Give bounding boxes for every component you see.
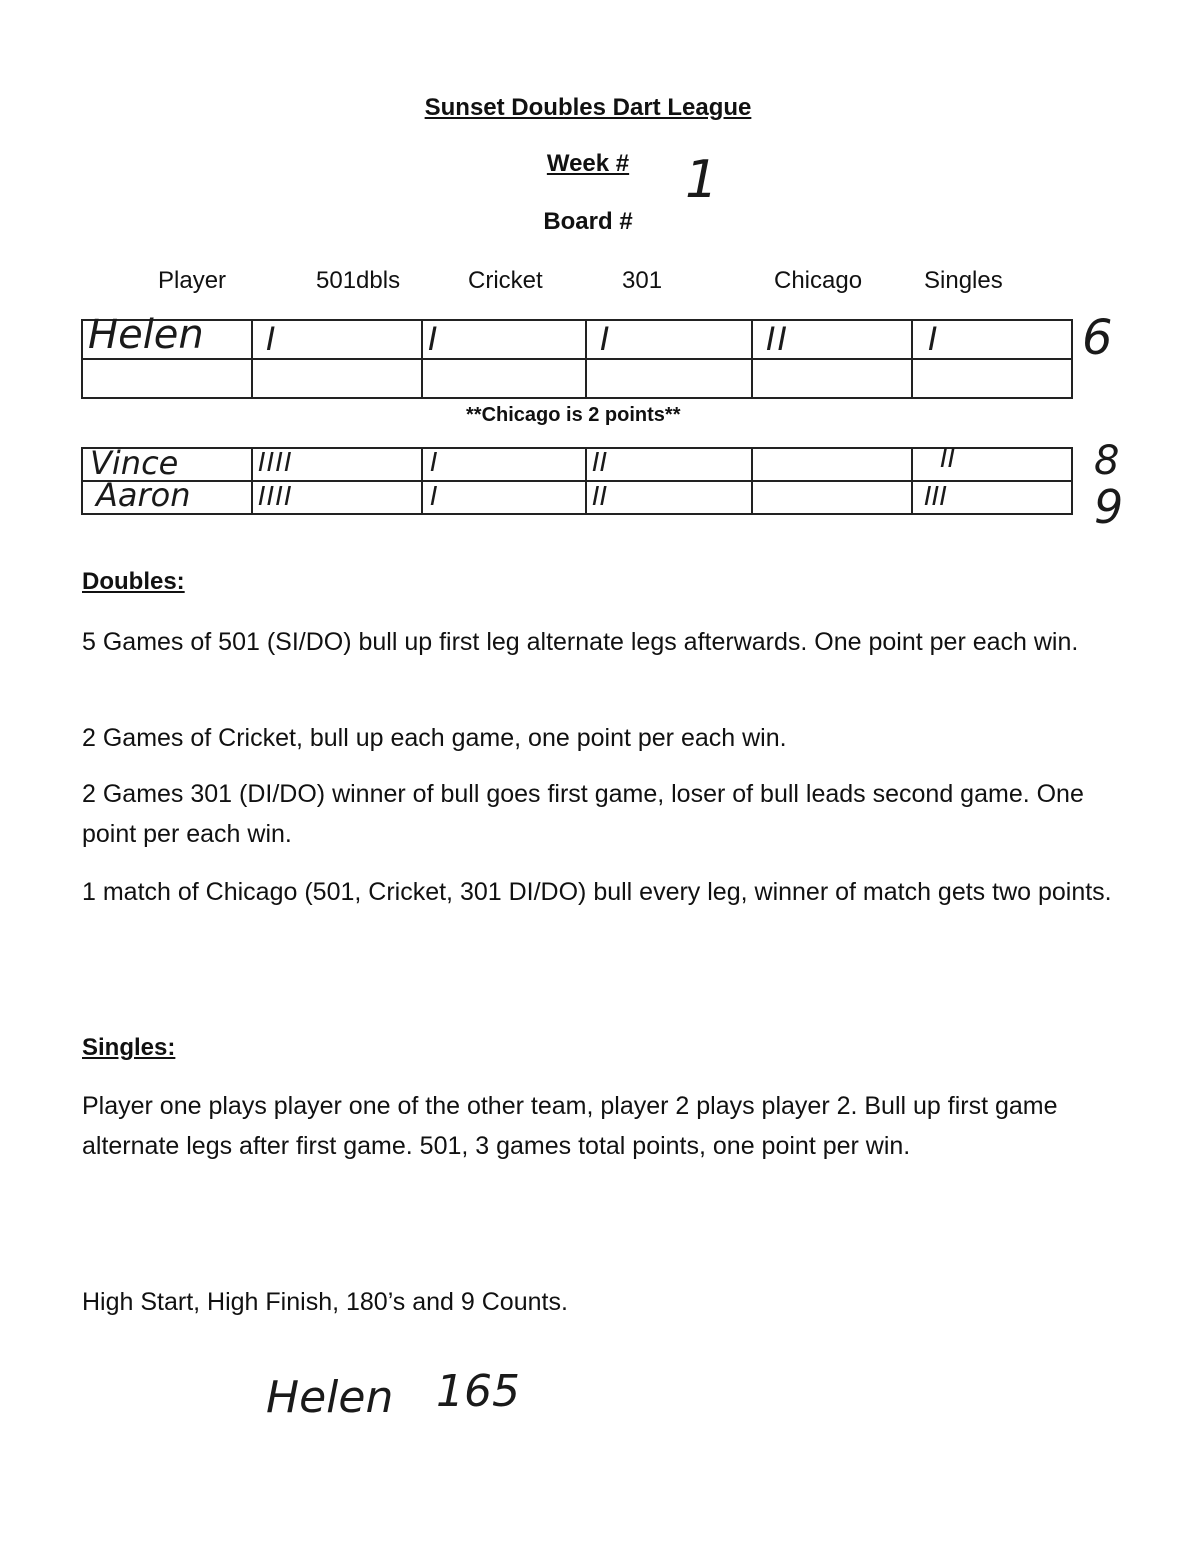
doubles-rule-cricket: 2 Games of Cricket, bull up each game, one point per each win. <box>82 724 787 752</box>
column-header-chicago: Chicago <box>774 267 863 294</box>
singles-rule: Player one plays player one of the other team, player 2 plays player 2. Bull up first game alternate legs after first game. 501, 3 games total points, one point per win. <box>82 1092 1058 1160</box>
doubles-heading: Doubles: <box>82 568 185 595</box>
board-label: Board # <box>543 208 633 235</box>
singles-heading: Singles: <box>82 1034 176 1061</box>
team1-mark-singles: I <box>928 320 940 358</box>
week-label: Week # <box>546 150 630 177</box>
league-title: Sunset Doubles Dart League <box>424 94 752 121</box>
team1-mark-501dbls: I <box>266 320 278 358</box>
team2-row1-mark-singles: II <box>940 444 956 474</box>
team1-mark-301: I <box>600 320 612 358</box>
column-header-301: 301 <box>622 267 663 294</box>
team2-row2-mark-cricket: I <box>430 482 438 512</box>
handwritten-name: Helen <box>266 1372 394 1423</box>
chicago-points-note: **Chicago is 2 points** <box>466 404 681 426</box>
handwritten-score: 165 <box>436 1366 520 1417</box>
team2-total-2: 9 <box>1094 480 1124 534</box>
team1-mark-chicago: II <box>766 320 789 358</box>
column-header-player: Player <box>158 267 227 294</box>
team2-player-1-name: Vince <box>90 444 179 482</box>
column-header-singles: Singles <box>924 267 1003 294</box>
team2-total-1: 8 <box>1094 438 1120 484</box>
team1-total: 6 <box>1082 310 1113 366</box>
team2-player-2-name: Aaron <box>96 476 191 514</box>
team2-row2-mark-301: II <box>592 482 608 512</box>
doubles-rule-501: 5 Games of 501 (SI/DO) bull up first leg alternate legs afterwards. One point per each win. <box>82 628 1079 656</box>
team2-row1-mark-cricket: I <box>430 448 438 478</box>
team1-player-1-name: Helen <box>88 312 204 358</box>
column-header-501dbls: 501dbls <box>316 267 401 294</box>
team2-row2-mark-501dbls: IIII <box>258 482 293 512</box>
doubles-rule-301: 2 Games 301 (DI/DO) winner of bull goes first game, loser of bull leads second game. One point per each win. <box>82 780 1084 848</box>
team2-row1-mark-501dbls: IIII <box>258 448 293 478</box>
week-value: 1 <box>685 150 719 210</box>
team2-row1-mark-301: II <box>592 448 608 478</box>
extras-note: High Start, High Finish, 180’s and 9 Counts. <box>82 1288 568 1316</box>
team1-mark-cricket: I <box>428 320 440 358</box>
team2-row2-mark-singles: III <box>924 482 948 512</box>
doubles-rule-chicago: 1 match of Chicago (501, Cricket, 301 DI/DO) bull every leg, winner of match gets two points. <box>82 878 1112 906</box>
column-header-cricket: Cricket <box>468 267 543 294</box>
